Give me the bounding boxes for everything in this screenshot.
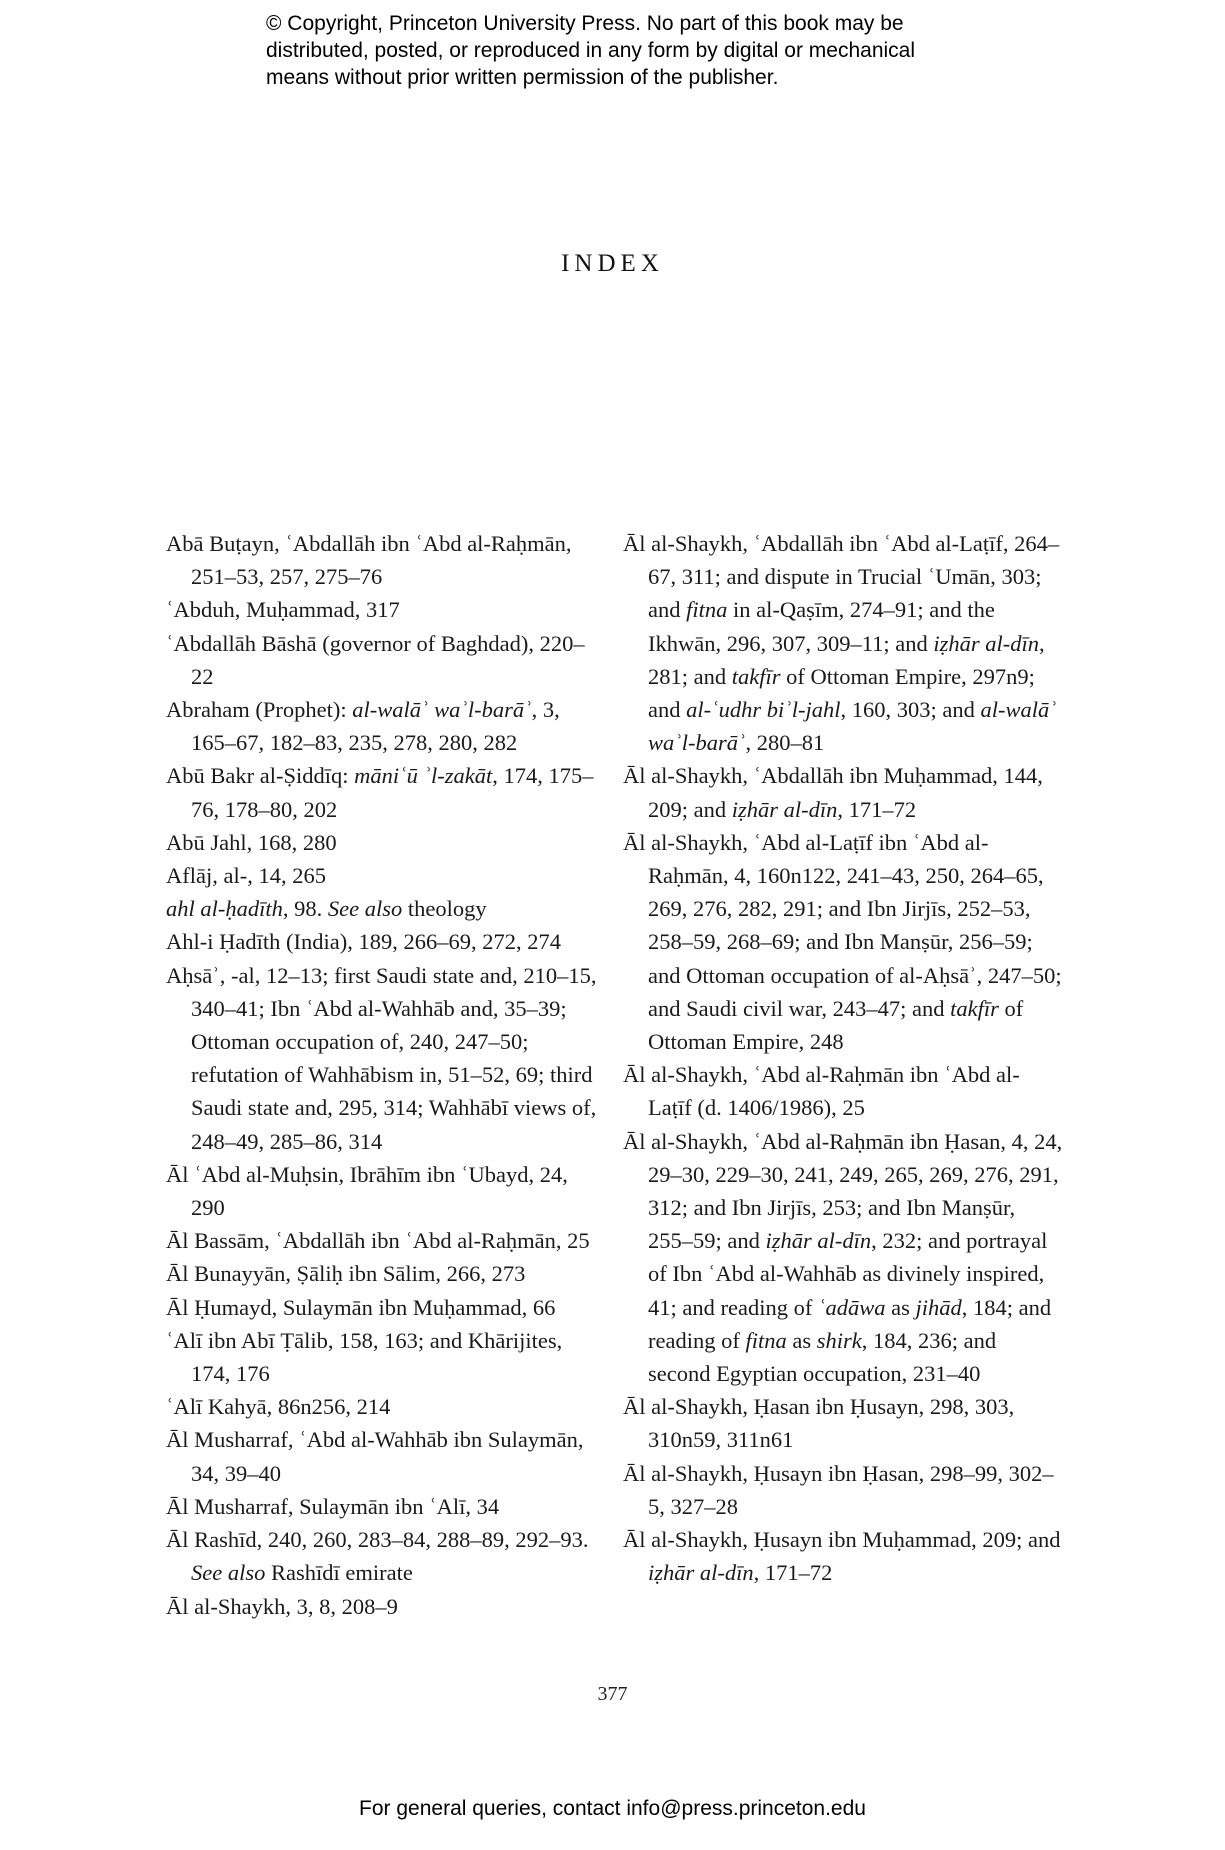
index-entry xyxy=(166,527,606,593)
index-entry-text: Āl al-Shaykh, Ḥusayn ibn Muḥammad, 209; and xyxy=(623,1527,1061,1553)
footer-contact: For general queries, contact info@press.princeton.edu xyxy=(359,1797,866,1820)
index-entry xyxy=(166,859,606,892)
index-entry-text: Āl al-Shaykh, ʿAbd al-Raḥmān ibn Ḥasan, 4, 24, 29–30, 229–30, 241, 249, 265, 269, 276, 291, 312; and Ibn Jirjīs, 253; and Ibn Manṣūr, 255–59; and xyxy=(623,1128,1063,1254)
index-entry-text: Āl Bunayyān, Ṣāliḥ ibn Sālim, 266, 273 xyxy=(166,1261,526,1287)
index-entry xyxy=(166,1158,606,1224)
index-entry-italic-text: takfīr xyxy=(950,995,999,1021)
index-entry xyxy=(623,759,1063,825)
index-entry xyxy=(166,1523,606,1589)
index-entry-text: Aḥsāʾ, -al, 12–13; first Saudi state and, 210–15, 340–41; Ibn ʿAbd al-Wahhāb and, 35–39; Ottoman occupation of, 240, 247–50; refutation of Wahhābism in, 51–52, 69; third Saudi state and, 295, 314; Wahhābī views of, 248–49, 285–86, 314 xyxy=(166,962,597,1154)
page-number: 377 xyxy=(597,1683,628,1705)
index-entry xyxy=(623,1457,1063,1523)
index-entry-italic-text: iẓhār al-dīn xyxy=(765,1228,872,1254)
index-entry xyxy=(166,959,606,1158)
index-entry xyxy=(166,759,606,825)
index-entry-text: Āl Musharraf, ʿAbd al-Wahhāb ibn Sulaymān, 34, 39–40 xyxy=(166,1427,584,1486)
index-entry-text: , 3, 165–67, 182–83, 235, 278, 280, 282 xyxy=(191,697,560,756)
index-entry-text: ʿAbduh, Muḥammad, 317 xyxy=(166,597,400,623)
index-entry-text: ʿAlī Kahyā, 86n256, 214 xyxy=(166,1394,391,1420)
index-entry-italic-text: ahl al-ḥadīth xyxy=(166,896,283,922)
index-entry-italic-text: See also xyxy=(327,896,403,922)
index-entry-text: Rashīdī emirate xyxy=(265,1560,413,1586)
copyright-notice: © Copyright, Princeton University Press. No part of this book may be distributed, posted, or reproduced in any form by digital or mechanical means without prior written permission of the publisher. xyxy=(266,12,916,89)
index-entry-text: Āl Rashīd, 240, 260, 283–84, 288–89, 292–93. xyxy=(166,1527,589,1553)
index-entry xyxy=(166,1291,606,1324)
index-entry-text: Āl al-Shaykh, ʿAbd al-Laṭīf ibn ʿAbd al-Raḥmān, 4, 160n122, 241–43, 250, 264–65, 269, 276, 282, 291; and Ibn Jirjīs, 252–53, 258–59, 268–69; and Ibn Manṣūr, 256–59; and Ottoman occupation of al-Aḥsāʾ, 247–50; and Saudi civil war, 243–47; and xyxy=(623,829,1062,1021)
index-entry-italic-text: al-ʿudhr biʾl-jahl xyxy=(686,697,841,723)
index-entry xyxy=(623,1390,1063,1456)
index-entry-text: of Ottoman Empire, 297n9; and xyxy=(648,663,1035,723)
index-entry xyxy=(166,1390,606,1423)
index-entry-text: as xyxy=(885,1294,916,1320)
index-entry xyxy=(623,1523,1063,1589)
index-entry-italic-text: iẓhār al-dīn xyxy=(648,1560,754,1586)
index-entry-text: , 232; and portrayal of Ibn ʿAbd al-Wahhāb as divinely inspired, 41; and reading of xyxy=(648,1228,1048,1320)
index-entry xyxy=(166,1490,606,1523)
index-entry xyxy=(623,826,1063,1058)
index-entry-italic-text: takfīr xyxy=(731,663,781,689)
index-entry-text: Āl al-Shaykh, Ḥasan ibn Ḥusayn, 298, 303, 310n59, 311n61 xyxy=(623,1394,1015,1453)
index-entry-text: , 280–81 xyxy=(745,730,825,756)
index-entry-text: Āl al-Shaykh, 3, 8, 208–9 xyxy=(166,1593,398,1619)
index-entry-text: ʿAlī ibn Abī Ṭālib, 158, 163; and Khārijites, 174, 176 xyxy=(166,1327,563,1387)
index-entry xyxy=(166,627,606,693)
index-entry xyxy=(166,1590,606,1623)
index-entry-italic-text: iẓhār al-dīn xyxy=(933,630,1040,656)
index-entry-text: Āl al-Shaykh, ʿAbdallāh ibn ʿAbd al-Laṭīf, 264–67, 311; and dispute in Trucial ʿUmān, 303; and xyxy=(623,531,1060,623)
index-entry-text: , 184, 236; and second Egyptian occupation, 231–40 xyxy=(648,1327,997,1387)
index-entry-italic-text: al-walāʾ waʾl-barāʾ xyxy=(352,697,532,723)
index-column-right xyxy=(623,527,1063,1590)
index-entry xyxy=(166,925,606,958)
index-entry xyxy=(623,1058,1063,1124)
index-entry xyxy=(166,892,606,925)
index-entry-text: , 171–72 xyxy=(753,1560,833,1586)
index-column-left xyxy=(166,527,606,1623)
index-entry-text: Abū Bakr al-Ṣiddīq: xyxy=(166,763,355,789)
index-entry xyxy=(166,1224,606,1257)
index-entry-text: as xyxy=(786,1327,817,1353)
index-entry xyxy=(166,1423,606,1489)
index-entry-italic-text: māniʿū ʾl-zakāt xyxy=(354,763,493,789)
index-entry xyxy=(166,1257,606,1290)
index-entry-text: Ahl-i Ḥadīth (India), 189, 266–69, 272, 274 xyxy=(166,929,561,955)
index-entry-text: , 98. xyxy=(282,896,328,922)
index-entry-italic-text: al-walāʾ waʾl-barāʾ xyxy=(648,697,1057,756)
index-entry-text: theology xyxy=(402,896,487,922)
index-entry-text: Abraham (Prophet): xyxy=(166,697,353,723)
index-entry-text: , 184; and reading of xyxy=(648,1294,1052,1353)
index-entry-text: Āl ʿAbd al-Muḥsin, Ibrāhīm ibn ʿUbayd, 24, 290 xyxy=(166,1161,568,1221)
index-entry-text: , 160, 303; and xyxy=(840,697,981,723)
index-entry xyxy=(166,593,606,626)
index-entry-text: Āl al-Shaykh, ʿAbd al-Raḥmān ibn ʿAbd al-Laṭīf (d. 1406/1986), 25 xyxy=(623,1062,1020,1121)
index-entry-text: Āl Ḥumayd, Sulaymān ibn Muḥammad, 66 xyxy=(166,1294,556,1320)
index-entry-text: Abā Buṭayn, ʿAbdallāh ibn ʿAbd al-Raḥmān, 251–53, 257, 275–76 xyxy=(166,531,572,590)
index-entry-text: ʿAbdallāh Bāshā (governor of Baghdad), 220–22 xyxy=(166,630,585,689)
index-entry-italic-text: shirk xyxy=(816,1327,862,1353)
index-entry-italic-text: ʿadāwa xyxy=(817,1294,886,1320)
index-entry-italic-text: jihād xyxy=(915,1294,962,1320)
index-entry-text: , 174, 175–76, 178–80, 202 xyxy=(191,763,594,822)
index-entry xyxy=(166,1324,606,1390)
index-entry-text: Āl al-Shaykh, ʿAbdallāh ibn Muḥammad, 144, 209; and xyxy=(623,763,1043,822)
index-entry xyxy=(166,693,606,759)
index-entry xyxy=(166,826,606,859)
index-entry-text: of Ottoman Empire, 248 xyxy=(648,995,1024,1055)
index-entry-text: Āl Musharraf, Sulaymān ibn ʿAlī, 34 xyxy=(166,1493,500,1519)
page-title: INDEX xyxy=(561,250,664,277)
index-entry-text: Abū Jahl, 168, 280 xyxy=(166,829,337,855)
index-entry xyxy=(623,527,1063,759)
index-entry xyxy=(623,1125,1063,1391)
index-entry-italic-text: fitna xyxy=(745,1327,787,1353)
index-entry-italic-text: iẓhār al-dīn xyxy=(731,796,838,822)
index-entry-italic-text: See also xyxy=(191,1560,266,1586)
index-entry-italic-text: fitna xyxy=(686,597,728,623)
index-entry-text: Aflāj, al-, 14, 265 xyxy=(166,863,326,889)
index-entry-text: in al-Qaṣīm, 274–91; and the Ikhwān, 296, 307, 309–11; and xyxy=(648,597,995,656)
index-entry-text: , 281; and xyxy=(648,630,1045,689)
index-entry-text: , 171–72 xyxy=(837,796,917,822)
index-entry-text: Āl al-Shaykh, Ḥusayn ibn Ḥasan, 298–99, 302–5, 327–28 xyxy=(623,1460,1054,1519)
index-entry-text: Āl Bassām, ʿAbdallāh ibn ʿAbd al-Raḥmān, 25 xyxy=(166,1228,590,1254)
